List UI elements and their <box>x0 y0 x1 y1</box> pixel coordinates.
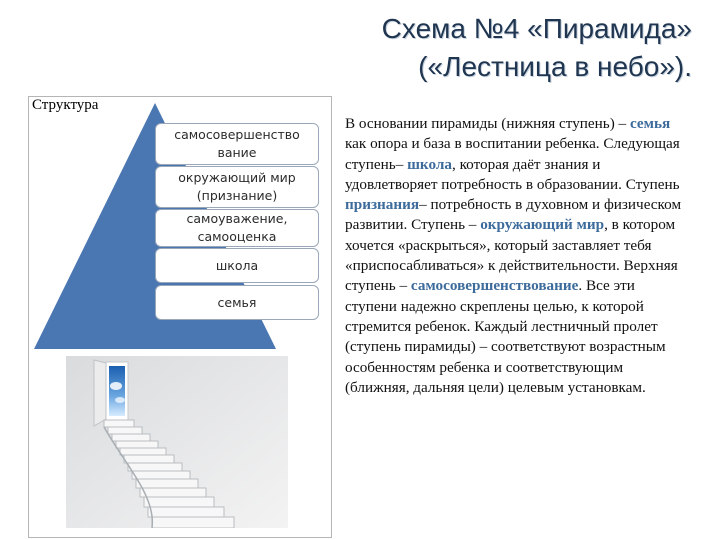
stairs-illustration <box>66 356 288 528</box>
highlighted-keyword: признания <box>345 196 420 214</box>
pyramid-step-school <box>155 248 319 283</box>
highlighted-keyword: самосовершенствование <box>410 277 579 295</box>
step-line: самооценка <box>197 229 277 244</box>
pyramid-step-environment <box>155 166 319 208</box>
highlighted-keyword: семья <box>629 115 671 132</box>
description-segment: , которая даёт знания и удовлетворяет потребность в образовании. Ступень <box>345 155 680 193</box>
step-line: самоуважение, <box>186 211 288 226</box>
step-line: самосовершенство <box>174 127 300 142</box>
description-segment: . Все эти ступени надежно скреплены целью, к которой стремится ребенок. Каждый лестничный пролет (ступень пирамиды) – соответствуют возрастным особенностям ребенка и соответствующим (ближняя, дальняя цели) целевым установкам. <box>345 277 666 396</box>
description-segment: – потребность в духовном и физическом развитии. Ступень – <box>345 196 682 234</box>
step-line: школа <box>215 257 259 273</box>
highlighted-keyword: школа <box>407 155 452 173</box>
step-line: семья <box>217 294 257 310</box>
step-line: вание <box>217 145 257 160</box>
description-segment: , в котором хочется «раскрыться», который заставляет тебя «приспосабливаться» к действительности. Верхняя ступень – <box>345 216 678 295</box>
description-segment: В основании пирамиды (нижняя ступень) – <box>345 115 630 132</box>
structure-label: Структура <box>32 97 99 113</box>
pyramid-step-self-esteem <box>155 209 319 247</box>
title-line-2: («Лестница в небо»). <box>418 51 692 82</box>
pyramid-step-family <box>155 285 319 320</box>
highlighted-keyword: окружающий мир <box>480 216 605 234</box>
description-text <box>345 114 690 398</box>
description-segment: как опора и база в воспитании ребенка. Следующая ступень– <box>345 135 680 173</box>
title-line-1: Схема №4 «Пирамида» <box>381 13 692 44</box>
step-line: (признание) <box>196 188 278 203</box>
pyramid-step-self-improvement <box>155 123 319 165</box>
step-line: окружающий мир <box>178 170 296 185</box>
